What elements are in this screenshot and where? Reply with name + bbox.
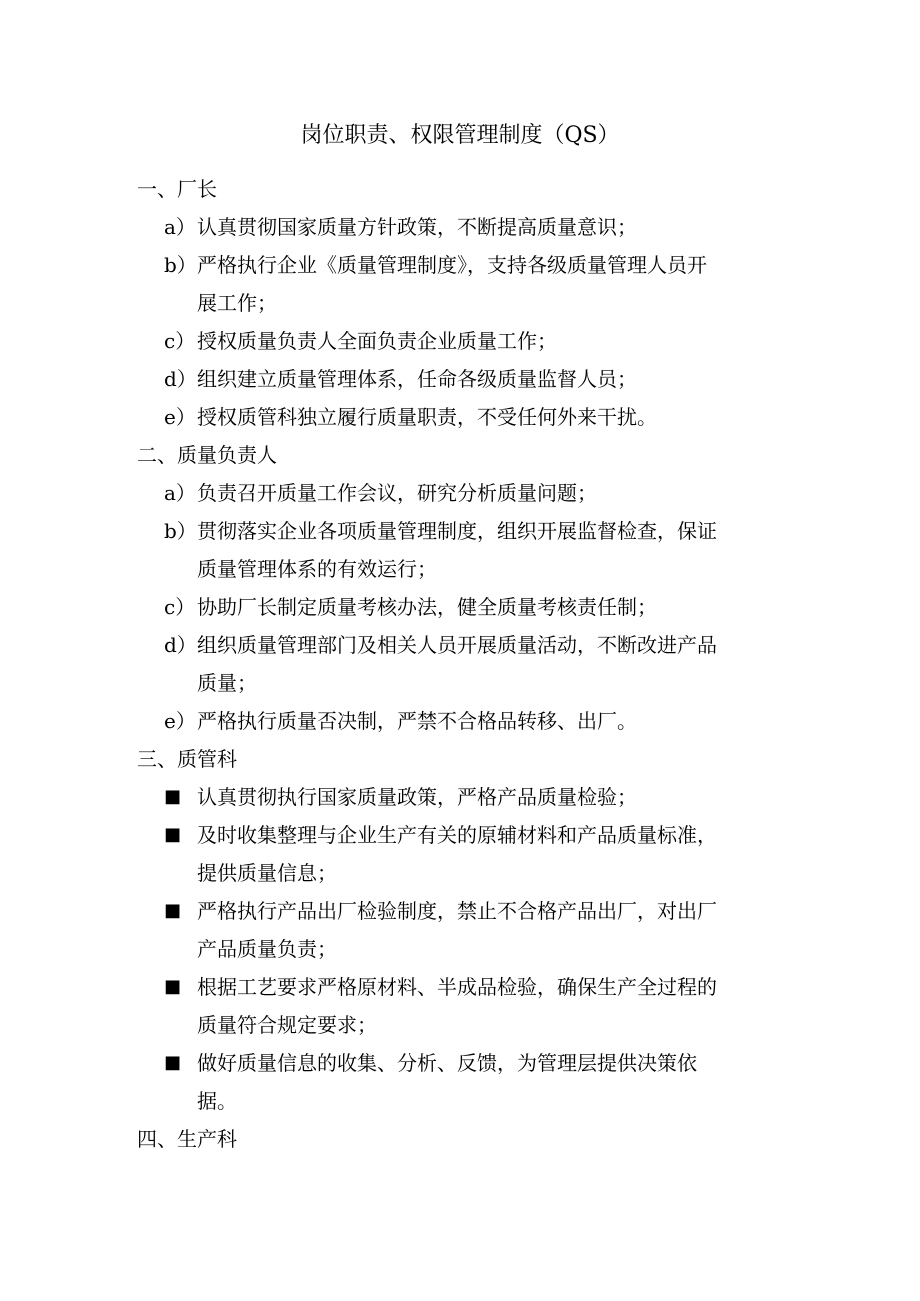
item-text xyxy=(197,702,764,740)
item-text-line: 认真贯彻国家质量方针政策，不断提高质量意识； xyxy=(197,215,637,239)
list-item xyxy=(164,778,764,816)
item-text-line: 质量； xyxy=(197,671,257,695)
section-heading: 三、质管科 xyxy=(137,747,237,771)
item-text xyxy=(197,588,764,626)
list-item xyxy=(164,360,764,398)
item-text xyxy=(197,322,764,360)
item-text xyxy=(197,626,764,702)
list-item xyxy=(164,816,764,892)
item-text-line: 组织建立质量管理体系，任命各级质量监督人员； xyxy=(197,367,637,391)
item-text xyxy=(197,1044,764,1120)
item-text-line: 授权质管科独立履行质量职责，不受任何外来干扰。 xyxy=(197,405,657,429)
item-text xyxy=(197,816,764,892)
item-text-line: 贯彻落实企业各项质量管理制度，组织开展监督检查，保证 xyxy=(197,519,717,543)
list-item xyxy=(164,1044,764,1120)
item-text-line: 及时收集整理与企业生产有关的原辅材料和产品质量标准， xyxy=(197,823,717,847)
item-text xyxy=(197,892,764,968)
item-text-line: 严格执行产品出厂检验制度，禁止不合格产品出厂，对出厂 xyxy=(197,899,717,923)
item-text xyxy=(197,208,764,246)
item-text-line: 质量管理体系的有效运行； xyxy=(197,557,437,581)
item-text-line: 质量符合规定要求； xyxy=(197,1013,377,1037)
list-item xyxy=(164,702,764,740)
item-marker: d） xyxy=(164,367,197,391)
bullet-marker: ■ xyxy=(164,1052,182,1073)
item-text-line: 根据工艺要求严格原材料、半成品检验，确保生产全过程的 xyxy=(197,975,717,999)
item-text-line: 严格执行质量否决制，严禁不合格品转移、出厂。 xyxy=(197,709,637,733)
item-marker: e） xyxy=(164,405,196,429)
section-heading: 一、厂长 xyxy=(137,177,217,201)
list-item xyxy=(164,246,764,322)
list-item xyxy=(164,512,764,588)
section-heading: 二、质量负责人 xyxy=(137,443,277,467)
section-heading: 四、生产科 xyxy=(137,1127,237,1151)
item-marker: d） xyxy=(164,633,197,657)
item-text xyxy=(197,968,764,1044)
list-item xyxy=(164,398,764,436)
item-text-line: 产品质量负责； xyxy=(197,937,337,961)
item-text-line: 负责召开质量工作会议，研究分析质量问题； xyxy=(197,481,597,505)
item-text-line: 协助厂长制定质量考核办法，健全质量考核责任制； xyxy=(197,595,657,619)
item-text xyxy=(197,246,764,322)
item-text-line: 提供质量信息； xyxy=(197,861,337,885)
item-marker: a） xyxy=(164,215,196,239)
item-marker: a） xyxy=(164,481,196,505)
list-item xyxy=(164,626,764,702)
bullet-marker: ■ xyxy=(164,900,182,921)
item-text-line: 严格执行企业《质量管理制度》，支持各级质量管理人员开 xyxy=(197,253,707,277)
item-text xyxy=(197,398,764,436)
item-text-line: 据。 xyxy=(197,1089,237,1113)
item-text-line: 授权质量负责人全面负责企业质量工作； xyxy=(197,329,557,353)
item-text xyxy=(197,360,764,398)
item-text xyxy=(197,512,764,588)
list-item xyxy=(164,892,764,968)
sections xyxy=(0,170,920,1158)
page-title: 岗位职责、权限管理制度（QS） xyxy=(300,123,620,148)
bullet-marker: ■ xyxy=(164,976,182,997)
item-marker: b） xyxy=(164,253,197,277)
item-text-line: 组织质量管理部门及相关人员开展质量活动，不断改进产品 xyxy=(197,633,717,657)
list-item xyxy=(164,208,764,246)
item-text xyxy=(197,778,764,816)
bullet-marker: ■ xyxy=(164,824,182,845)
item-marker: c） xyxy=(164,329,196,353)
item-marker: b） xyxy=(164,519,197,543)
item-text-line: 展工作； xyxy=(197,291,277,315)
item-text xyxy=(197,474,764,512)
bullet-marker: ■ xyxy=(164,786,182,807)
list-item xyxy=(164,588,764,626)
list-item xyxy=(164,474,764,512)
item-marker: c） xyxy=(164,595,196,619)
list-item xyxy=(164,968,764,1044)
item-text-line: 认真贯彻执行国家质量政策，严格产品质量检验； xyxy=(197,785,637,809)
item-text-line: 做好质量信息的收集、分析、反馈，为管理层提供决策依 xyxy=(197,1051,697,1075)
list-item xyxy=(164,322,764,360)
item-marker: e） xyxy=(164,709,196,733)
